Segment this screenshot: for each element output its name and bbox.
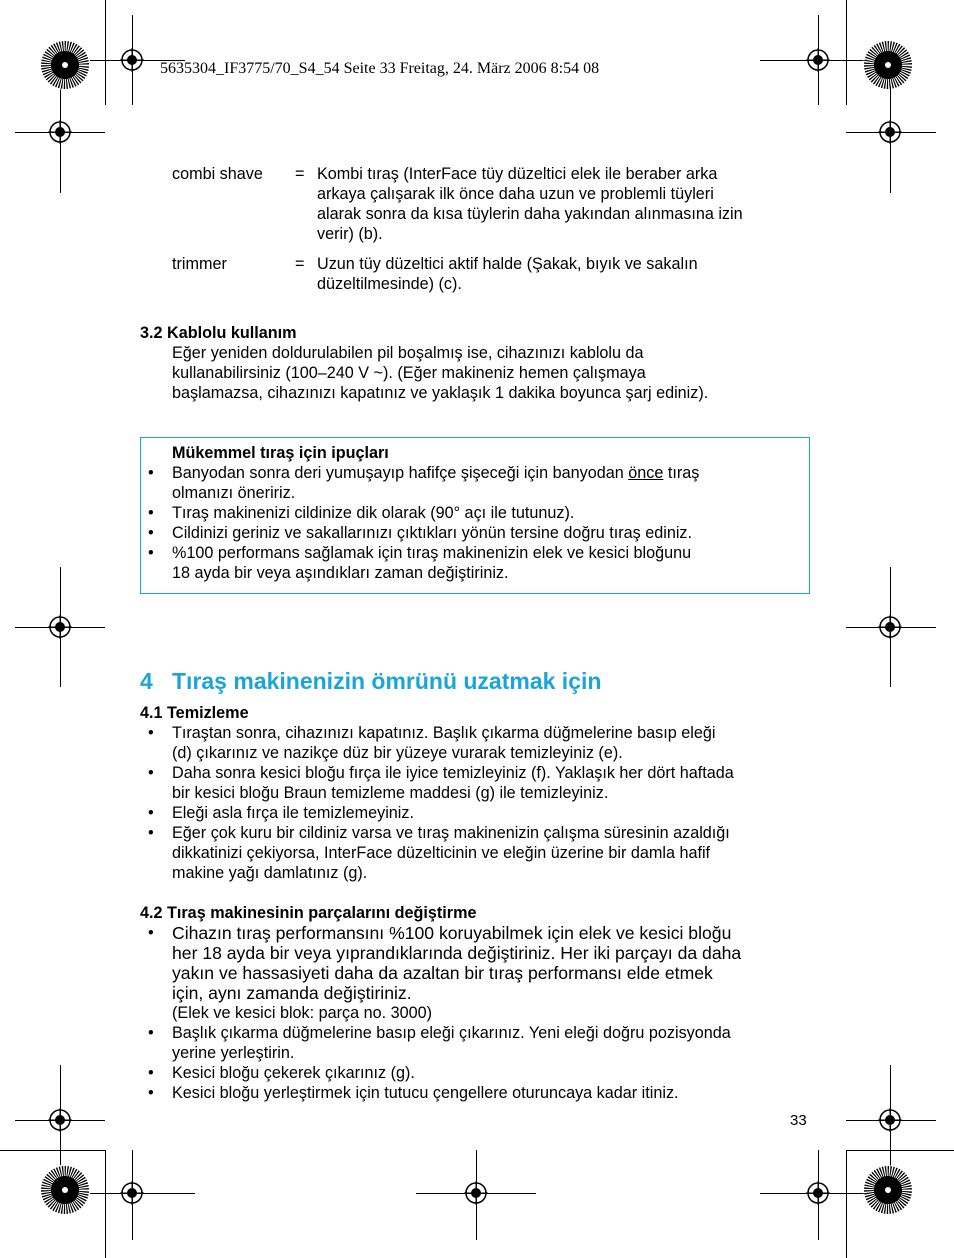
text-line: düzeltilmesinde) (c). (317, 275, 462, 293)
list-item (140, 1083, 812, 1103)
text-line: bir kesici bloğu Braun temizleme maddesi (g) ile temizleyiniz. (172, 784, 609, 802)
text-line: Cildinizi geriniz ve sakallarınızı çıktıkları yönün tersine doğru tıraş ediniz. (172, 524, 693, 542)
text-line: Eğer çok kuru bir cildiniz varsa ve tıraş makinenizin çalışma süresinin azaldığı (172, 824, 730, 842)
registration-target-icon (878, 120, 902, 144)
bullet-icon: • (148, 524, 154, 542)
text-line: Tıraş makinenizi cildinize dik olarak (90° açı ile tutunuz). (172, 504, 575, 522)
bullet-icon: • (148, 1024, 154, 1042)
text-line: için, aynı zamanda değiştiriniz. (172, 983, 412, 1003)
registration-target-icon (48, 1108, 72, 1132)
registration-target-icon (120, 1181, 144, 1205)
crop-line (105, 1150, 106, 1258)
definition-description (317, 164, 817, 244)
definition-term: combi shave (172, 165, 263, 183)
definition-description (317, 254, 817, 294)
bullet-icon: • (148, 504, 154, 522)
cleaning-list (140, 723, 812, 883)
definition-equals: = (295, 165, 305, 183)
color-star-target-icon (863, 1165, 913, 1215)
text-line (172, 463, 812, 483)
list-item (140, 1063, 812, 1083)
registration-target-icon (464, 1181, 488, 1205)
registration-target-icon (878, 1108, 902, 1132)
text-line: Kesici bloğu çekerek çıkarınız (g). (172, 1064, 415, 1082)
bullet-icon: • (148, 464, 154, 482)
underlined-word: önce (628, 464, 664, 482)
crop-line (846, 1150, 847, 1258)
bullet-icon: • (148, 724, 154, 742)
list-item (140, 763, 812, 803)
section-4-1-heading: 4.1 Temizleme (140, 704, 249, 722)
list-item (140, 543, 812, 583)
definition-term: trimmer (172, 255, 227, 273)
text-line: (d) çıkarınız ve nazikçe düz bir yüzeye vurarak temizleyiniz (e). (172, 744, 623, 762)
replacement-list (140, 923, 812, 1103)
text-line: arkaya çalışarak ilk önce daha uzun ve problemli tüyleri (317, 185, 714, 203)
chapter-heading (140, 666, 601, 696)
text-line: her 18 ayda bir veya yıprandıklarında değiştiriniz. Her iki parçayı da daha (172, 943, 742, 963)
list-item (140, 463, 812, 503)
list-item (140, 723, 812, 763)
text-line: Uzun tüy düzeltici aktif halde (Şakak, bıyık ve sakalın (317, 255, 698, 273)
text-line: olmanızı öneririz. (172, 484, 296, 502)
text-line: yerine yerleştirin. (172, 1044, 295, 1062)
definition-equals: = (295, 255, 305, 273)
text-line: dikkatinizi çekiyorsa, InterFace düzelticinin ve eleğin üzerine bir damla hafif (172, 844, 711, 862)
page-number: 33 (790, 1112, 807, 1129)
bullet-icon: • (148, 824, 154, 842)
list-item (140, 523, 812, 543)
section-4-2-heading: 4.2 Tıraş makinesinin parçalarını değiştirme (140, 904, 477, 922)
bullet-icon: • (148, 924, 154, 942)
part-number-note: (Elek ve kesici blok: parça no. 3000) (172, 1004, 433, 1022)
text-line: Eğer yeniden doldurulabilen pil boşalmış ise, cihazınızı kablolu da (172, 344, 644, 362)
text-line: makine yağı damlatınız (g). (172, 864, 368, 882)
crop-line (0, 1150, 105, 1151)
tips-title: Mükemmel tıraş için ipuçları (172, 444, 389, 462)
list-item (140, 803, 812, 823)
bullet-icon: • (148, 1064, 154, 1082)
registration-target-icon (48, 120, 72, 144)
chapter-title: Tıraş makinenizin ömrünü uzatmak için (172, 668, 602, 694)
registration-target-icon (806, 1181, 830, 1205)
list-item (140, 1023, 812, 1063)
text-line: yakın ve hassasiyeti daha da azaltan bir tıraş performansı elde etmek (172, 963, 713, 983)
section-3-2-heading: 3.2 Kablolu kullanım (140, 324, 297, 342)
text-line: 18 ayda bir veya aşındıkları zaman değiştiriniz. (172, 564, 509, 582)
tips-list (140, 463, 812, 583)
bullet-icon: • (148, 1084, 154, 1102)
bullet-icon: • (148, 804, 154, 822)
crop-line (846, 0, 847, 105)
text-run: Banyodan sonra deri yumuşayıp hafifçe şişeceği için banyodan (172, 464, 629, 482)
print-header: 5635304_IF3775/70_S4_54 Seite 33 Freitag, 24. März 2006 8:54 08 (160, 60, 600, 77)
text-line: Cihazın tıraş performansını %100 koruyabilmek için elek ve kesici bloğu (172, 923, 732, 943)
registration-target-icon (48, 615, 72, 639)
text-line: %100 performans sağlamak için tıraş makinenizin elek ve kesici bloğunu (172, 544, 692, 562)
bullet-icon: • (148, 764, 154, 782)
registration-target-icon (120, 48, 144, 72)
crop-line (846, 1150, 954, 1151)
text-line: Kesici bloğu yerleştirmek için tutucu çengellere oturuncaya kadar itiniz. (172, 1084, 679, 1102)
text-line: alarak sonra da kısa tüylerin daha yakından alınmasına izin (317, 205, 743, 223)
crop-line (105, 0, 106, 105)
list-item (140, 503, 812, 523)
registration-target-icon (806, 48, 830, 72)
color-star-target-icon (40, 40, 90, 90)
text-line: kullanabilirsiniz (100–240 V ~). (Eğer makineniz hemen çalışmaya (172, 364, 646, 382)
color-star-target-icon (863, 40, 913, 90)
text-line: Daha sonra kesici bloğu fırça ile iyice temizleyiniz (f). Yaklaşık her dört haftada (172, 764, 734, 782)
color-star-target-icon (40, 1165, 90, 1215)
text-line: verir) (b). (317, 225, 383, 243)
bullet-icon: • (148, 544, 154, 562)
list-item (140, 923, 812, 1023)
text-line: başlamazsa, cihazınızı kapatınız ve yaklaşık 1 dakika boyunca şarj ediniz). (172, 384, 709, 402)
text-line: Tıraştan sonra, cihazınızı kapatınız. Başlık çıkarma düğmelerine basıp eleği (172, 724, 716, 742)
text-line: Kombi tıraş (InterFace tüy düzeltici elek ile beraber arka (317, 165, 718, 183)
list-item (140, 823, 812, 883)
text-line: Eleği asla fırça ile temizlemeyiniz. (172, 804, 414, 822)
registration-target-icon (878, 615, 902, 639)
chapter-number: 4 (140, 668, 153, 694)
text-run: tıraş (663, 464, 700, 482)
section-3-2-body (172, 343, 812, 403)
text-line: Başlık çıkarma düğmelerine basıp eleği çıkarınız. Yeni eleği doğru pozisyonda (172, 1024, 731, 1042)
